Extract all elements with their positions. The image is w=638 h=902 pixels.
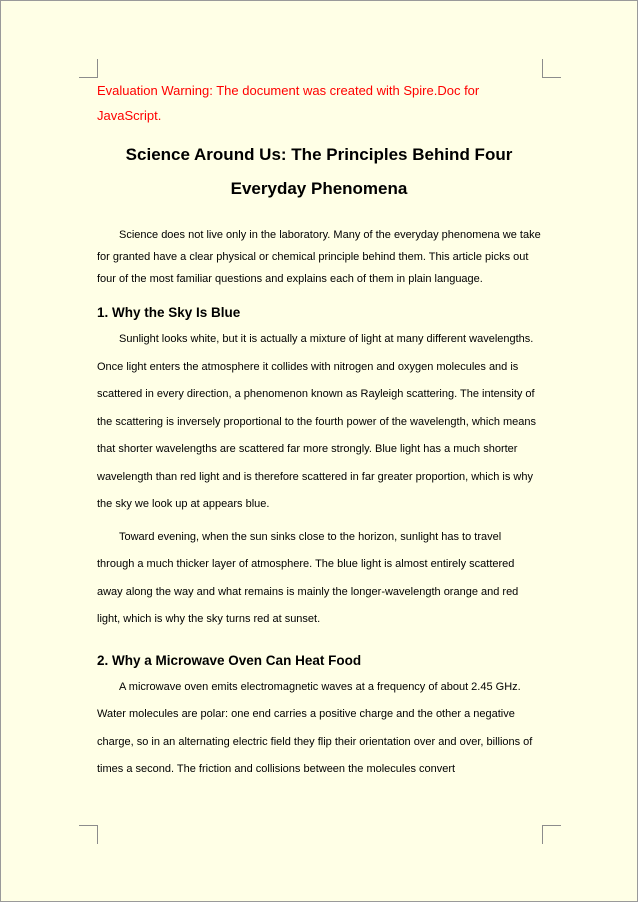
section-heading-sky: 1. Why the Sky Is Blue [97, 305, 241, 320]
margin-corner-bottom-right [542, 825, 561, 844]
microwave-paragraph-1: A microwave oven emits electromagnetic waves at a frequency of about 2.45 GHz. Water molecules are polar: one end carries a positive charge and the other a negative charge, so in an alternating electric field they flip their orientation over and over, billions of times a second. The friction and collisions between the molecules convert [97, 680, 533, 775]
margin-corner-top-right [542, 59, 561, 78]
margin-corner-bottom-left [79, 825, 98, 844]
sky-paragraph-2: Toward evening, when the sun sinks close to the horizon, sunlight has to travel through a much thicker layer of atmosphere. The blue light is almost entirely scattered away along the way and what remains is mainly the longer-wavelength orange and red light, which is why the sky turns red at sunset. [97, 530, 519, 625]
intro-paragraph: Science does not live only in the laboratory. Many of the everyday phenomena we take for granted have a clear physical or chemical principle behind them. This article picks out four of the most familiar questions and explains each of them in plain language. [97, 229, 541, 285]
document-title: Science Around Us: The Principles Behind Four Everyday Phenomena [125, 145, 513, 198]
section-heading-microwave: 2. Why a Microwave Oven Can Heat Food [97, 652, 362, 668]
sky-paragraph-1: Sunlight looks white, but it is actually a mixture of light at many different wavelengths. Once light enters the atmosphere it collides with nitrogen and oxygen molecules and is scattered in every direction, a phenomenon known as Rayleigh scattering. The intensity of the scattering is inversely proportional to the fourth power of the wavelength, which means that shorter wavelengths are scattered far more strongly. Blue light has a much shorter wavelength than red light and is therefore scattered in far greater proportion, which is why the sky we look up at appears blue. [97, 333, 537, 510]
document-body [97, 78, 541, 784]
evaluation-warning: Evaluation Warning: The document was created with Spire.Doc for JavaScript. [97, 83, 480, 123]
margin-corner-top-left [79, 59, 98, 78]
